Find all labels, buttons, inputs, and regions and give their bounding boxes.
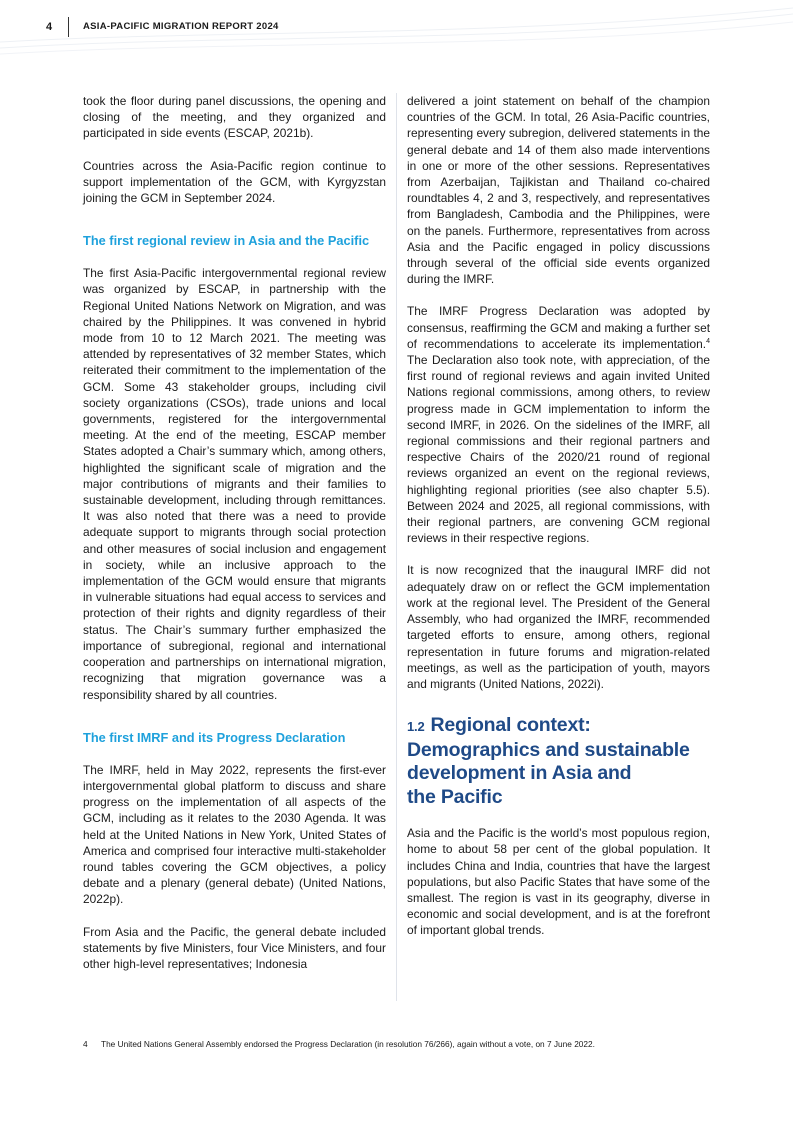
- left-column: [83, 93, 386, 972]
- paragraph: Asia and the Pacific is the world’s most populous region, home to about 58 per cent of the global population. It includes China and India, countries that have the largest populations, but also Pacific States that have some of the smallest. The region is vast in its geography, diverse in economic and social development, and is at the forefront of important global trends.: [407, 826, 710, 938]
- right-column: [407, 93, 710, 939]
- paragraph: The IMRF, held in May 2022, represents the first-ever intergovernmental global platform to discuss and share progress on the implementation of all aspects of the GCM, including as it relates to the 2030 Agenda. It was held at the United Nations in New York, United States of America and comprised four interactive multi-stakeholder round tables covering the GCM objectives, a policy debate and a plenary (general debate) (United Nations, 2022p).: [83, 762, 386, 907]
- paragraph: It is now recognized that the inaugural IMRF did not adequately draw on or reflect the GCM implementation work at the regional level. The President of the General Assembly, who had organized the IMRF, recommended targeted efforts to ensure, among others, regional representation in future forums and migration-related meetings, as well as the participation of youth, mayors and migrants (United Nations, 2022i).: [407, 563, 710, 691]
- page-header: [0, 0, 793, 60]
- paragraph: Countries across the Asia-Pacific region continue to support implementation of the GCM, with Kyrgyzstan joining the GCM in September 2024.: [83, 158, 386, 206]
- header-divider: [68, 17, 69, 37]
- section-title-line: Regional context:: [430, 714, 591, 737]
- footnote-text: The United Nations General Assembly endorsed the Progress Declaration (in resolution 76/266), again without a vote, on 7 June 2022.: [101, 1039, 595, 1049]
- section-heading: [407, 714, 710, 809]
- paragraph: From Asia and the Pacific, the general debate included statements by five Ministers, four Vice Ministers, and four other high-level representatives; Indonesia: [83, 924, 386, 971]
- paragraph: took the floor during panel discussions, the opening and closing of the meeting, and they organized and participated in side events (ESCAP, 2021b).: [83, 94, 386, 141]
- section-title-line: the Pacific: [407, 785, 503, 808]
- column-divider: [396, 93, 397, 1001]
- section-number: 1.2: [407, 719, 425, 735]
- paragraph-text: The Declaration also took note, with appreciation, of the first round of regional reviews and again invited United Nations regional commissions, among others, to review progress made in GCM implementation to inform the second IMRF, in 2026. On the sidelines of the IMRF, all regional commissions and their regional partners and respective Chairs of the 2020/21 round of regional reviews organized an event on the regional reviews, highlighting regional priorities (see also chapter 5.5). Between 2024 and 2025, all regional commissions, with their regional partners, are convening GCM regional reviews in their respective regions.: [407, 353, 710, 546]
- footnote-reference[interactable]: 4: [706, 337, 710, 345]
- paragraph: delivered a joint statement on behalf of the champion countries of the GCM. In total, 26 Asia-Pacific countries, representing every subregion, delivered statements in the general debate and 14 of them also made interventions in one or more of the other sessions. Representatives from Azerbaijan, Tajikistan and Thailand co-chaired roundtables 4, 2 and 3, respectively, and representatives from Bangladesh, Cambodia and the Philippines, were on the panels. Furthermore, representatives from across Asia and the Pacific engaged in policy discussions through several of the official side events organized during the IMRF.: [407, 94, 710, 287]
- subheading-first-regional-review: The first regional review in Asia and the Pacific: [83, 233, 370, 249]
- subheading-first-imrf: The first IMRF and its Progress Declaration: [83, 729, 346, 745]
- paragraph: [407, 303, 710, 546]
- paragraph: The first Asia-Pacific intergovernmental regional review was organized by ESCAP, in partnership with the Regional United Nations Network on Migration, and was chaired by the Philippines. It was convened in hybrid mode from 10 to 12 March 2021. The meeting was attended by representatives of 32 member States, which reiterated their commitment to the implementation of the GCM. Some 43 stakeholder groups, including civil society organizations (CSOs), trade unions and local governments, registered for the intergovernmental meeting. At the end of the meeting, ESCAP member States adopted a Chair’s summary which, among others, highlighted the significant scale of migration and the major contributions of migrants and their families to sustainable development, including through remittances. It was also noted that there was a need to provide adequate support to migrants through social protection and other measures of social inclusion and engagement in society, while an inclusive approach to the implementation of the GCM would ensure that migrants in vulnerable situations had equal access to services and protection of their rights and dignity regardless of their status. The Chair’s summary further emphasized the importance of subregional, regional and international cooperation and partnerships on international migration, recognizing that migration governance was a responsibility shared by all countries.: [83, 266, 386, 702]
- section-title-line: Demographics and sustainable: [407, 738, 690, 761]
- page-number: 4: [46, 21, 53, 33]
- footnote-number: 4: [83, 1039, 88, 1049]
- paragraph-text: The IMRF Progress Declaration was adopted by consensus, reaffirming the GCM and making a further set of recommendations to accelerate its implementation.: [407, 304, 710, 351]
- footnote: [83, 1039, 703, 1050]
- running-title: ASIA-PACIFIC MIGRATION REPORT 2024: [83, 21, 279, 32]
- section-title-line: development in Asia and: [407, 762, 632, 785]
